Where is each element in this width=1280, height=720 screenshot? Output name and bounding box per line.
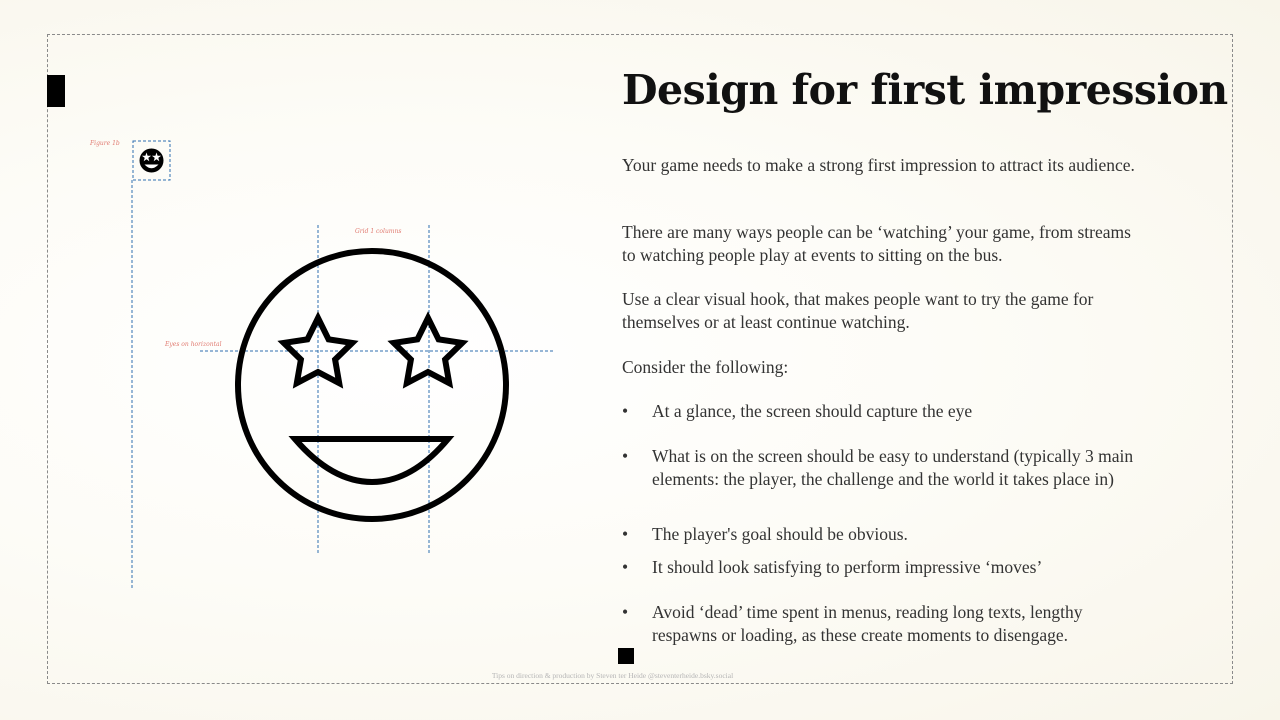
bullet-text: The player's goal should be obvious. — [652, 524, 908, 544]
bullet-item — [622, 523, 1142, 546]
bullet-icon: • — [622, 446, 629, 466]
bullet-text: Avoid ‘dead’ time spent in menus, reading long texts, lengthy respawns or loading, as these create moments to disengage. — [652, 602, 1083, 645]
paragraph-consider: Consider the following: — [622, 357, 789, 377]
face-outline — [238, 251, 506, 519]
slide-title: Design for first impression — [622, 66, 1228, 114]
slide-end-marker — [618, 648, 634, 664]
bullet-text: It should look satisfying to perform impressive ‘moves’ — [652, 557, 1043, 577]
bullet-item — [622, 601, 1142, 646]
slide-footer: Tips on direction & production by Steven ter Heide @steventerheide.bsky.social — [491, 671, 734, 680]
thumbnail-star-struck-icon — [140, 149, 164, 173]
bullet-item — [622, 400, 1142, 423]
bullet-text: What is on the screen should be easy to understand (typically 3 main elements: the player, the challenge and the world it takes place in) — [652, 446, 1134, 489]
bullet-icon: • — [622, 602, 629, 622]
star-struck-face-icon — [238, 251, 506, 519]
guide-lines — [132, 141, 555, 590]
bullet-icon: • — [622, 401, 629, 421]
paragraph-first-impression: Your game needs to make a strong first impression to attract its audience. — [622, 155, 1135, 175]
bullet-icon: • — [622, 524, 629, 544]
bullet-icon: • — [622, 557, 629, 577]
illustration-canvas — [0, 0, 620, 720]
paragraph-watching: There are many ways people can be ‘watching’ your game, from streams to watching people play at events to sitting on the bus. — [622, 222, 1131, 265]
annotation-figure: Figure 1b — [90, 140, 120, 147]
annotation-grid: Grid 1 columns — [355, 228, 402, 235]
paragraph-visual-hook: Use a clear visual hook, that makes people want to try the game for themselves or at least continue watching. — [622, 289, 1094, 332]
bullet-item — [622, 445, 1142, 490]
bullet-text: At a glance, the screen should capture the eye — [652, 401, 973, 421]
bullet-item — [622, 556, 1142, 579]
annotation-eyes: Eyes on horizontal — [165, 341, 222, 348]
